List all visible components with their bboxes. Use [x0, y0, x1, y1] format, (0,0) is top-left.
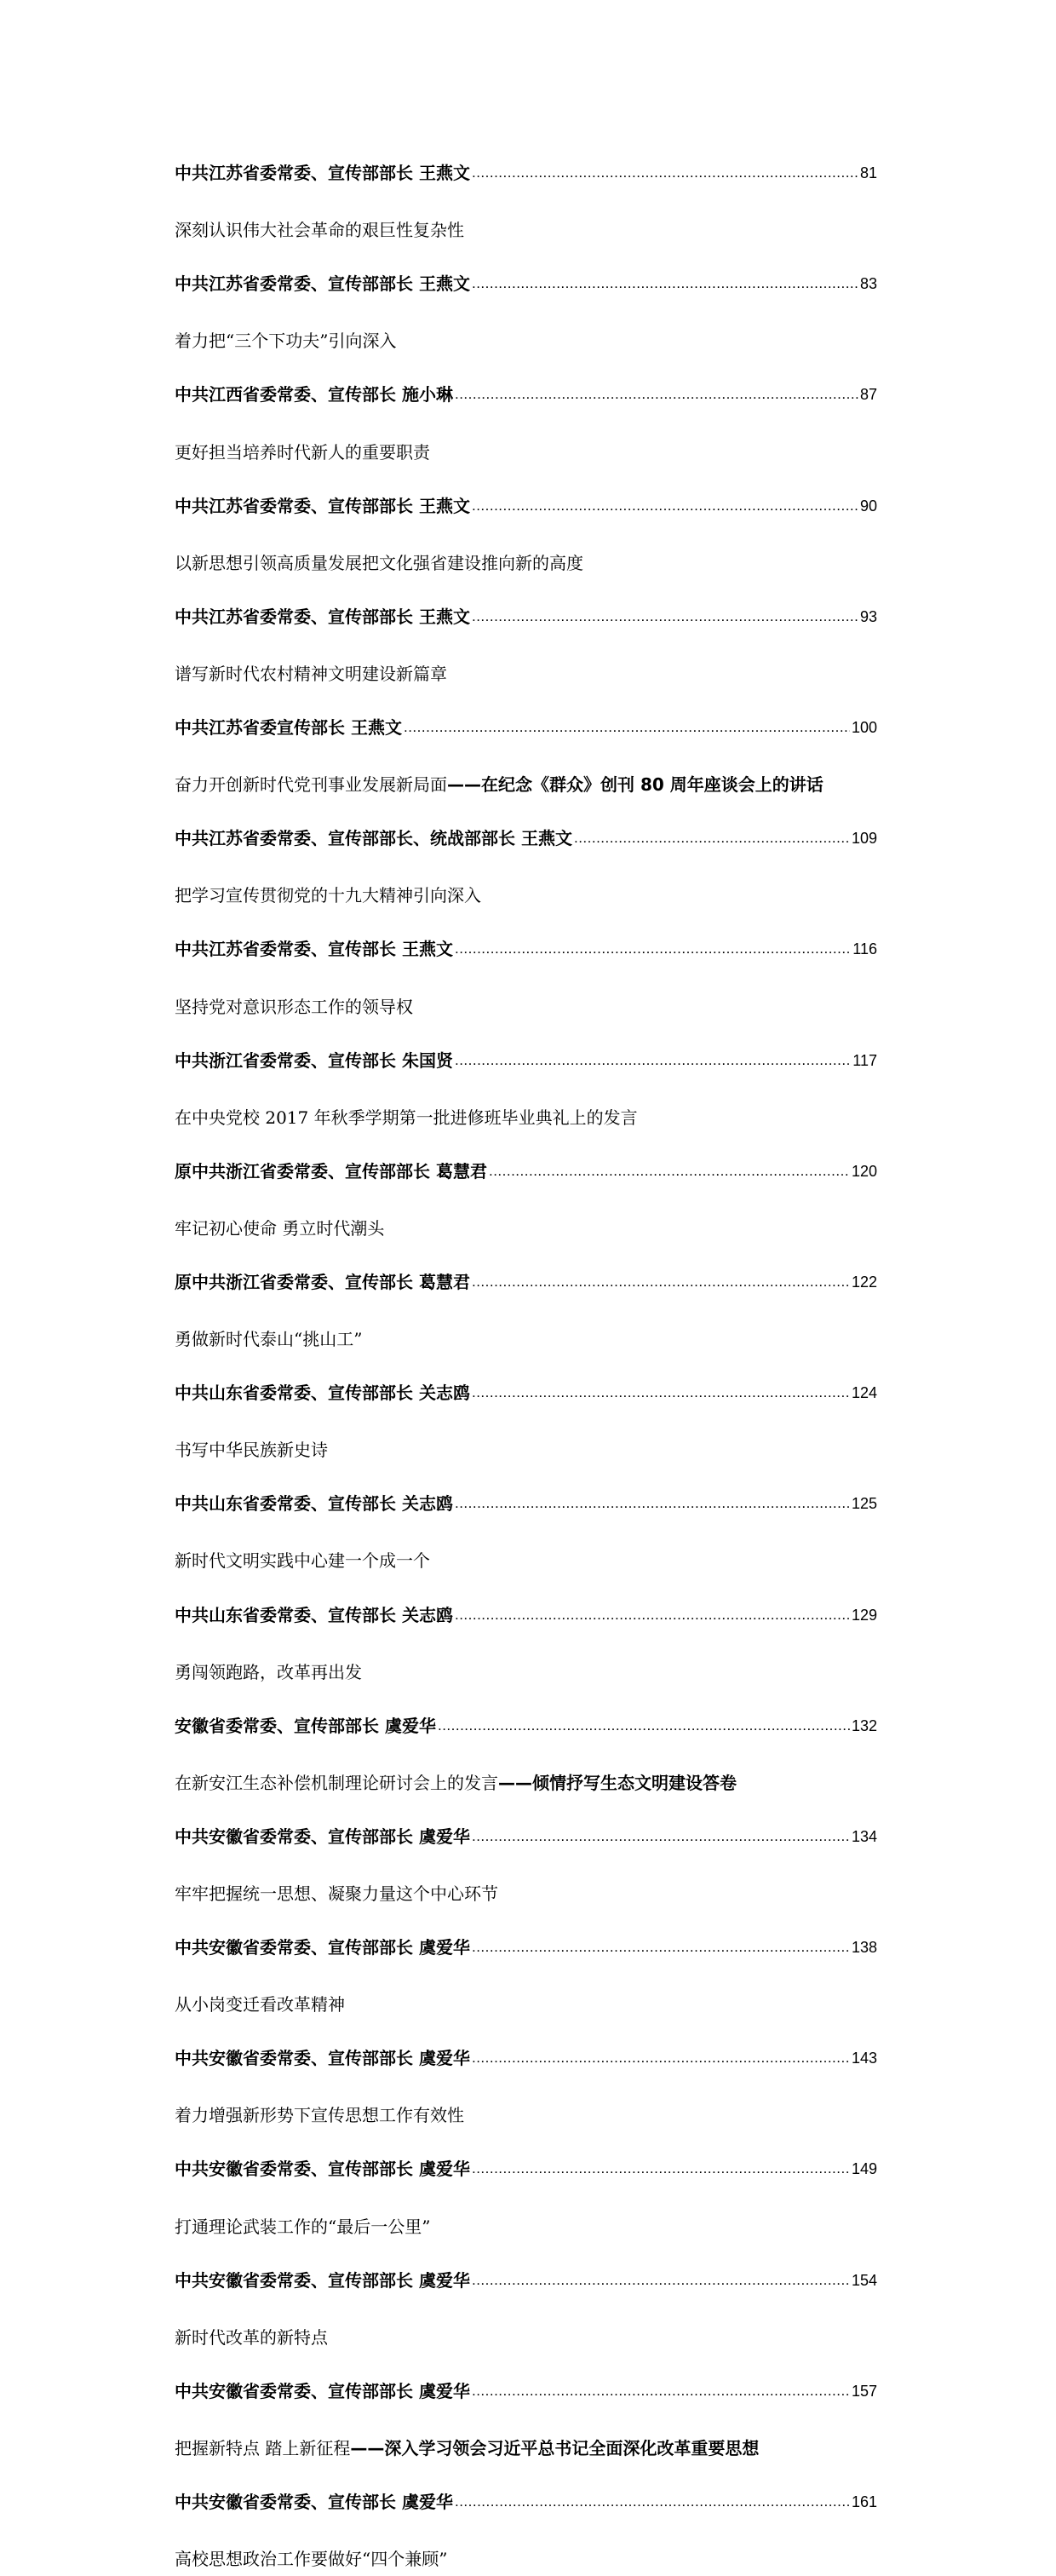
toc-entry-author-line[interactable] — [175, 1467, 877, 1522]
toc-entry-title[interactable] — [175, 2299, 877, 2355]
toc-entry-title[interactable] — [175, 2188, 877, 2243]
toc-page-number: 100 — [851, 719, 877, 737]
dot-leader — [455, 384, 858, 405]
toc-author: 中共山东省委常委、宣传部长 关志鸥 — [175, 1493, 453, 1515]
toc-title-text: 更好担当培养时代新人的重要职责 — [175, 441, 430, 463]
toc-author: 中共江苏省委常委、宣传部部长 王燕文 — [175, 495, 470, 516]
toc-page-number: 122 — [851, 1273, 877, 1291]
toc-title-text: 奋力开创新时代党刊事业发展新局面 — [175, 774, 447, 796]
dot-leader — [472, 496, 858, 516]
toc-page-number: 134 — [851, 1827, 877, 1845]
toc-entry-author-line[interactable] — [175, 358, 877, 413]
dot-leader — [404, 717, 850, 738]
toc-page-number: 143 — [851, 2050, 877, 2067]
dot-leader — [472, 2270, 850, 2291]
toc-page-number: 116 — [852, 940, 877, 958]
toc-page-number: 124 — [851, 1384, 877, 1402]
toc-entry-title[interactable] — [175, 1522, 877, 1578]
dot-leader — [455, 1605, 850, 1625]
toc-entry-author-line[interactable] — [175, 691, 877, 746]
toc-page-number: 90 — [859, 497, 877, 515]
toc-entry-title[interactable] — [175, 413, 877, 469]
toc-page-number: 132 — [851, 1716, 877, 1734]
toc-author: 中共安徽省委常委、宣传部部长 虞爱华 — [175, 2380, 470, 2401]
toc-entry-title[interactable] — [175, 302, 877, 358]
dot-leader — [472, 1383, 850, 1403]
toc-page-number: 138 — [851, 1939, 877, 1957]
dot-leader — [455, 1050, 851, 1071]
toc-author: 中共山东省委常委、宣传部长 关志鸥 — [175, 1604, 453, 1625]
toc-author: 中共江苏省委常委、宣传部部长 王燕文 — [175, 273, 470, 295]
dot-leader — [455, 1493, 850, 1514]
dot-leader — [489, 1161, 850, 1182]
toc-entry-author-line[interactable] — [175, 1135, 877, 1190]
toc-entry-title[interactable] — [175, 2521, 877, 2576]
toc-title-text: 书写中华民族新史诗 — [175, 1440, 328, 1461]
toc-page-number: 87 — [859, 386, 877, 404]
toc-entry-title[interactable] — [175, 857, 877, 912]
toc-title-text: 深刻认识伟大社会革命的艰巨性复杂性 — [175, 220, 464, 241]
toc-title-text: 把握新特点 踏上新征程 — [175, 2437, 351, 2458]
toc-title-text: 打通理论武装工作的“最后一公里” — [175, 2216, 431, 2237]
toc-title-text: 着力增强新形势下宣传思想工作有效性 — [175, 2105, 464, 2126]
toc-entry-title[interactable] — [175, 1745, 877, 1800]
toc-entry-title[interactable] — [175, 2077, 877, 2132]
toc-entry-title[interactable] — [175, 525, 877, 580]
toc-page-number: 81 — [859, 164, 877, 182]
toc-author: 安徽省委常委、宣传部部长 虞爱华 — [175, 1715, 436, 1736]
toc-entry-author-line[interactable] — [175, 802, 877, 857]
toc-entry-title[interactable] — [175, 1079, 877, 1135]
toc-title-text: 把学习宣传贯彻党的十九大精神引向深入 — [175, 885, 481, 906]
toc-author: 中共浙江省委常委、宣传部长 朱国贤 — [175, 1049, 453, 1071]
toc-entry-author-line[interactable] — [175, 1245, 877, 1301]
dot-leader — [438, 1716, 850, 1736]
toc-title-subtitle: ——倾情抒写生态文明建设答卷 — [498, 1772, 737, 1793]
toc-title-text: 牢记初心使命 勇立时代潮头 — [175, 1217, 385, 1239]
toc-entry-author-line[interactable] — [175, 912, 877, 968]
toc-author: 中共安徽省委常委、宣传部长 虞爱华 — [175, 2492, 453, 2513]
toc-author: 中共安徽省委常委、宣传部部长 虞爱华 — [175, 2159, 470, 2180]
toc-page-number: 125 — [851, 1495, 877, 1513]
dot-leader — [472, 163, 858, 183]
toc-author: 中共江苏省委常委、宣传部部长、统战部部长 王燕文 — [175, 828, 572, 849]
toc-title-text: 勇闯领跑路，改革再出发 — [175, 1661, 362, 1682]
toc-entry-author-line[interactable] — [175, 2021, 877, 2077]
toc-title-text: 着力把“三个下功夫”引向深入 — [175, 331, 397, 352]
toc-page-number: 149 — [851, 2160, 877, 2178]
toc-entry-author-line[interactable] — [175, 1689, 877, 1745]
dot-leader — [472, 273, 858, 294]
dot-leader — [472, 607, 858, 627]
toc-title-text: 以新思想引领高质量发展把文化强省建设推向新的高度 — [175, 552, 583, 573]
toc-entry-title[interactable] — [175, 1301, 877, 1356]
toc-entry-author-line[interactable] — [175, 1911, 877, 1966]
toc-entry-title[interactable] — [175, 1412, 877, 1467]
toc-author: 中共江苏省委常委、宣传部部长 王燕文 — [175, 606, 470, 627]
toc-page-number: 117 — [852, 1051, 877, 1069]
toc-author: 中共江苏省委宣传部长 王燕文 — [175, 717, 402, 739]
toc-author: 中共江苏省委常委、宣传部部长 王燕文 — [175, 163, 470, 184]
toc-entry-author-line[interactable] — [175, 1800, 877, 1855]
toc-entry-title[interactable] — [175, 1634, 877, 1689]
toc-page-number: 157 — [851, 2382, 877, 2400]
toc-page-number: 109 — [851, 830, 877, 848]
table-of-contents — [175, 136, 877, 2576]
toc-page-number: 129 — [851, 1606, 877, 1624]
dot-leader — [472, 1272, 850, 1292]
toc-entry-author-line[interactable] — [175, 2132, 877, 2188]
toc-author: 中共江苏省委常委、宣传部长 王燕文 — [175, 939, 453, 960]
toc-entry-author-line[interactable] — [175, 247, 877, 302]
toc-title-subtitle: ——在纪念《群众》创刊 80 周年座谈会上的讲话 — [447, 774, 824, 796]
toc-author: 中共山东省委常委、宣传部部长 关志鸥 — [175, 1383, 470, 1404]
toc-author: 中共安徽省委常委、宣传部部长 虞爱华 — [175, 2269, 470, 2291]
toc-entry-author-line[interactable] — [175, 469, 877, 525]
toc-title-text: 新时代文明实践中心建一个成一个 — [175, 1550, 430, 1572]
toc-entry-title[interactable] — [175, 1855, 877, 1911]
toc-entry-author-line[interactable] — [175, 1578, 877, 1633]
toc-entry-title[interactable] — [175, 1966, 877, 2021]
toc-author: 原中共浙江省委常委、宣传部长 葛慧君 — [175, 1271, 470, 1292]
toc-entry-title[interactable] — [175, 968, 877, 1023]
toc-title-text: 坚持党对意识形态工作的领导权 — [175, 996, 413, 1017]
toc-page-number: 93 — [859, 607, 877, 625]
toc-author: 原中共浙江省委常委、宣传部部长 葛慧君 — [175, 1160, 487, 1182]
toc-title-text: 在中央党校 2017 年秋季学期第一批进修班毕业典礼上的发言 — [175, 1107, 638, 1128]
toc-title-text: 新时代改革的新特点 — [175, 2326, 328, 2348]
toc-author: 中共安徽省委常委、宣传部部长 虞爱华 — [175, 1826, 470, 1847]
toc-title-text: 在新安江生态补偿机制理论研讨会上的发言 — [175, 1772, 498, 1793]
toc-entry-title[interactable] — [175, 1190, 877, 1245]
toc-page-number: 161 — [851, 2493, 877, 2511]
toc-entry-title[interactable] — [175, 192, 877, 247]
toc-title-text: 高校思想政治工作要做好“四个兼顾” — [175, 2549, 448, 2570]
toc-entry-author-line[interactable] — [175, 2244, 877, 2299]
toc-entry-title[interactable] — [175, 635, 877, 691]
dot-leader — [472, 2381, 850, 2401]
dot-leader — [574, 828, 850, 848]
toc-title-text: 勇做新时代泰山“挑山工” — [175, 1329, 363, 1350]
toc-entry-author-line[interactable] — [175, 2355, 877, 2410]
toc-entry-title[interactable] — [175, 2410, 877, 2465]
dot-leader — [455, 939, 851, 959]
dot-leader — [472, 2159, 850, 2179]
toc-author: 中共安徽省委常委、宣传部部长 虞爱华 — [175, 1937, 470, 1958]
toc-page-number: 83 — [859, 275, 877, 293]
toc-entry-title[interactable] — [175, 746, 877, 802]
dot-leader — [472, 2048, 850, 2068]
dot-leader — [472, 1937, 850, 1958]
toc-entry-author-line[interactable] — [175, 1356, 877, 1412]
toc-entry-author-line[interactable] — [175, 136, 877, 192]
toc-entry-author-line[interactable] — [175, 1024, 877, 1079]
dot-leader — [455, 2492, 850, 2512]
toc-entry-author-line[interactable] — [175, 580, 877, 635]
dot-leader — [472, 1826, 850, 1847]
toc-page-number: 120 — [851, 1162, 877, 1180]
toc-entry-author-line[interactable] — [175, 2465, 877, 2521]
toc-title-text: 谱写新时代农村精神文明建设新篇章 — [175, 663, 447, 684]
toc-title-text: 牢牢把握统一思想、凝聚力量这个中心环节 — [175, 1883, 498, 1904]
toc-page-number: 154 — [851, 2271, 877, 2289]
toc-title-text: 从小岗变迁看改革精神 — [175, 1994, 345, 2015]
toc-author: 中共安徽省委常委、宣传部部长 虞爱华 — [175, 2048, 470, 2069]
toc-author: 中共江西省委常委、宣传部长 施小琳 — [175, 384, 453, 405]
toc-title-subtitle: ——深入学习领会习近平总书记全面深化改革重要思想 — [350, 2437, 760, 2458]
